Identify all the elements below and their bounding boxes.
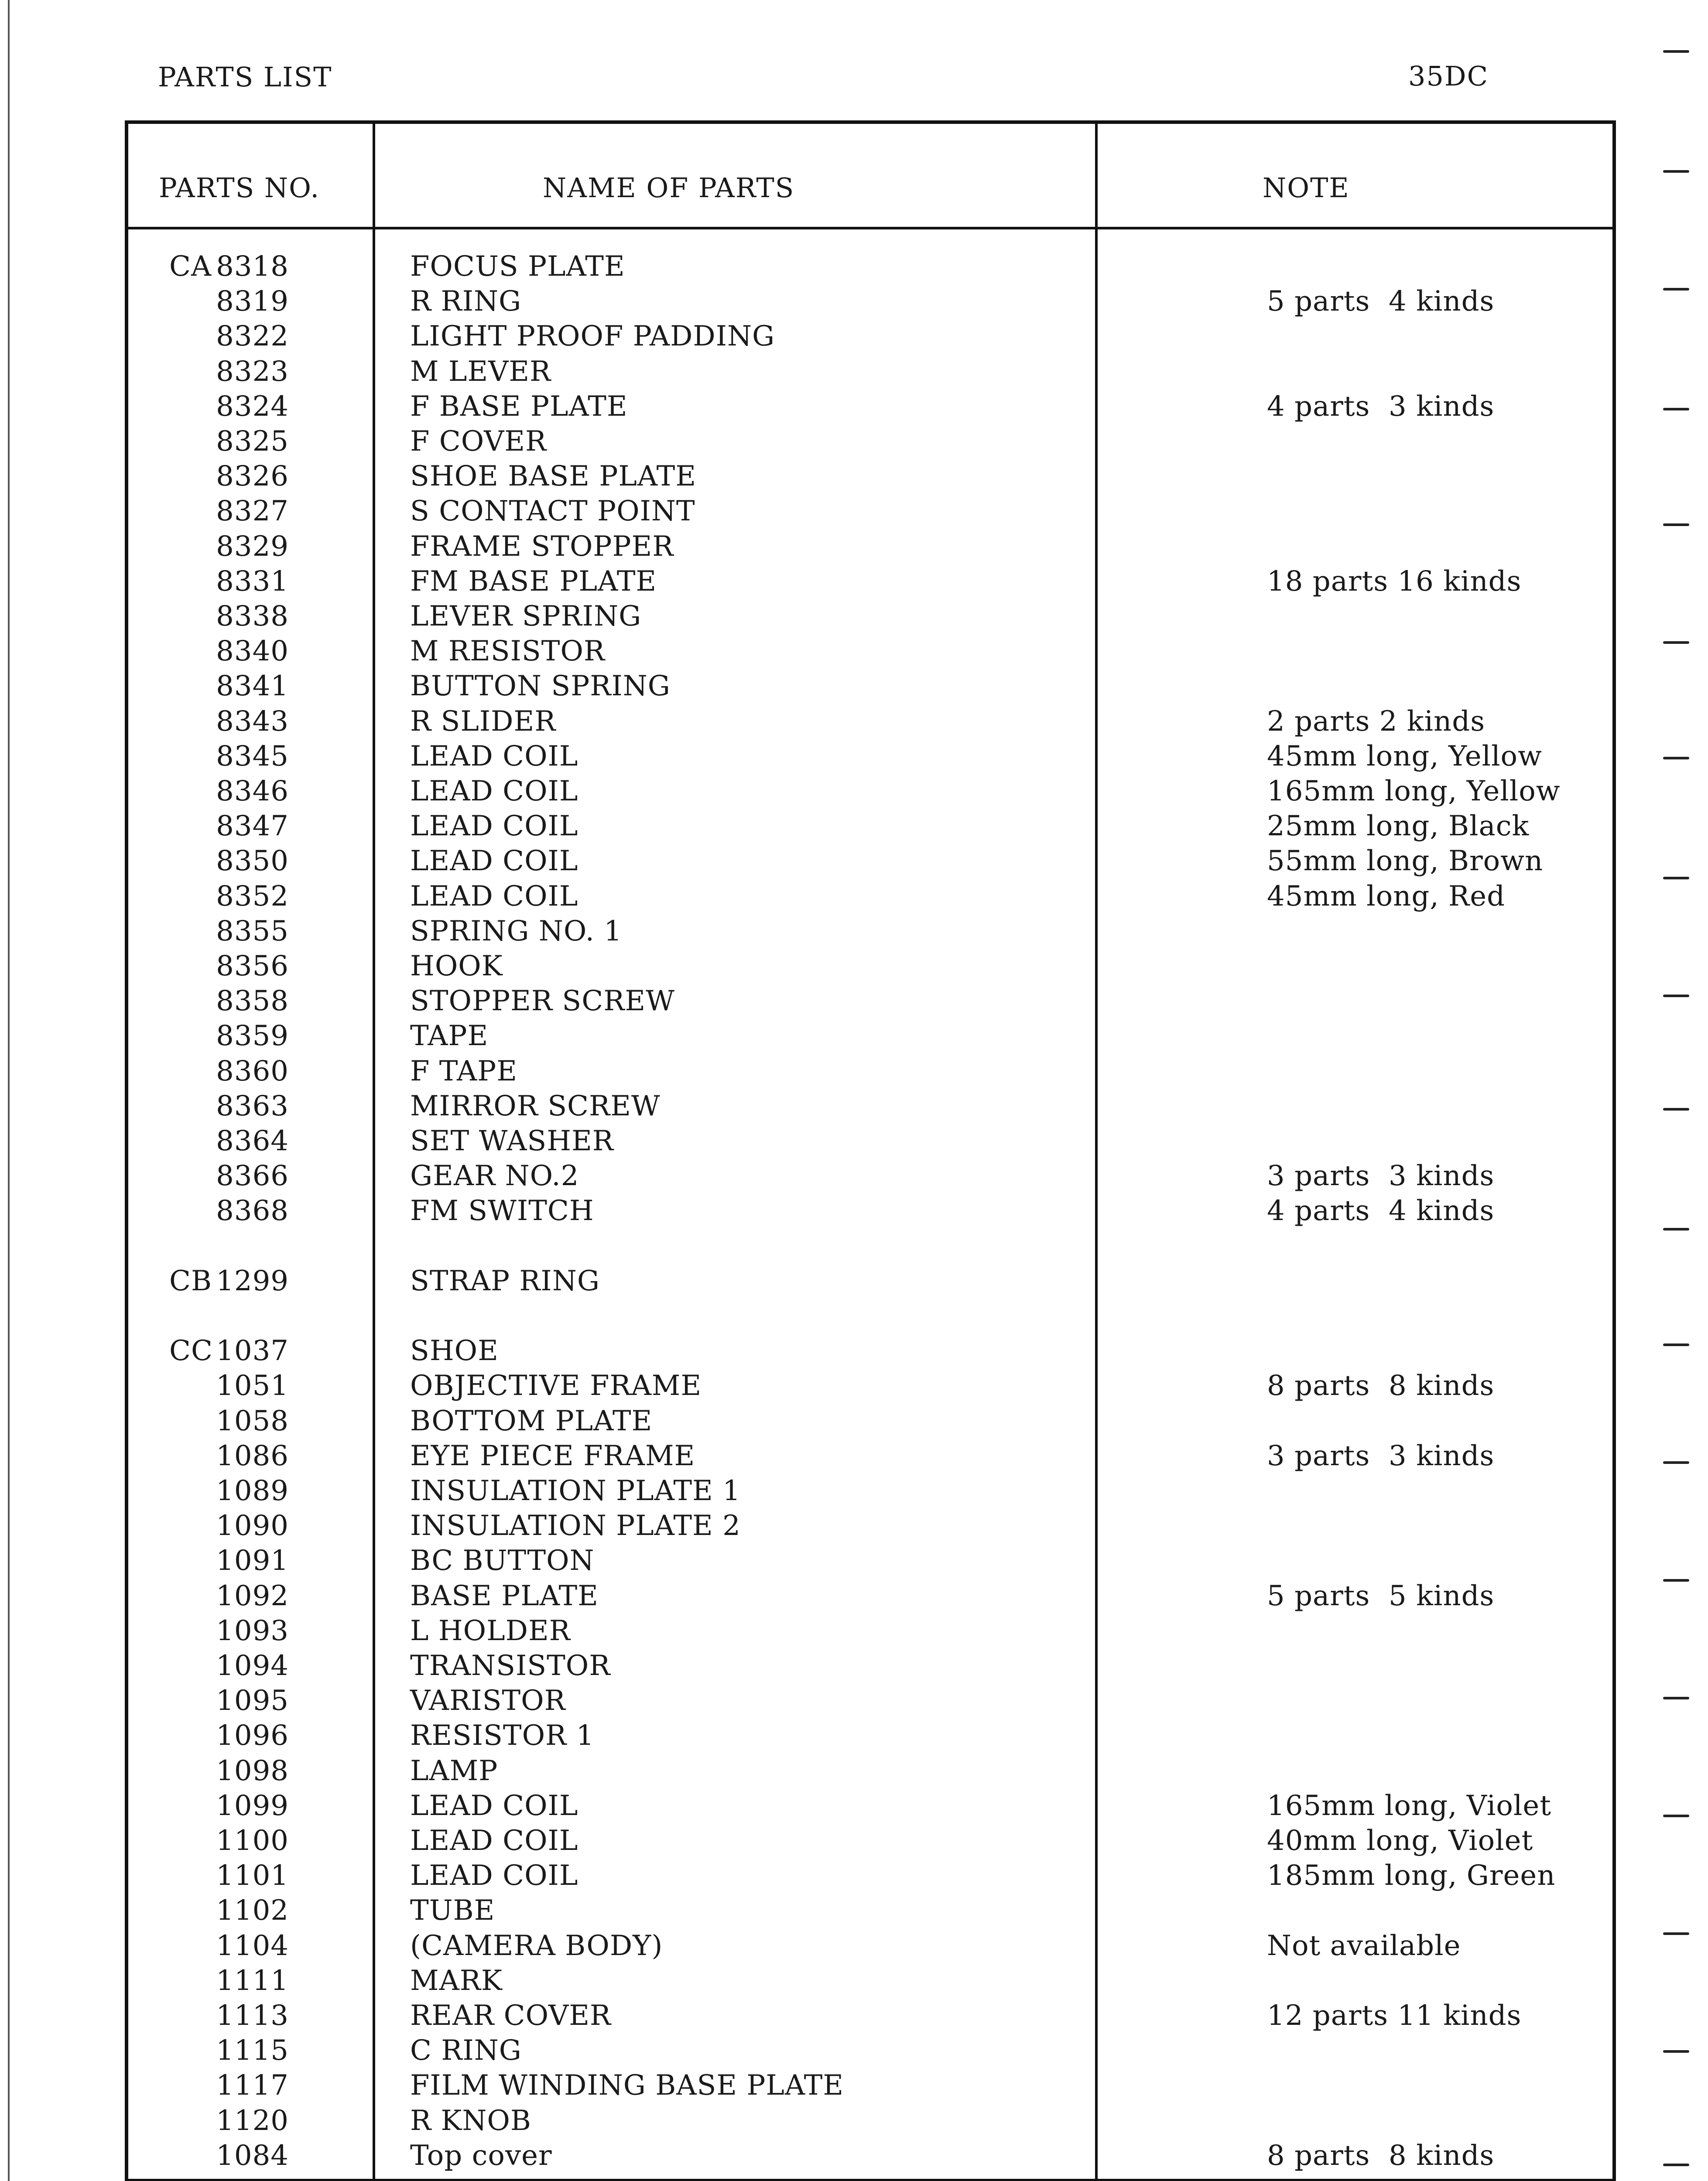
table-row <box>128 1335 1612 1370</box>
table-row <box>128 1615 1612 1650</box>
part-name: HOOK <box>410 950 503 982</box>
part-number: 1089 <box>216 1475 289 1507</box>
part-number: 8359 <box>216 1020 289 1053</box>
table-row <box>128 985 1612 1020</box>
margin-mark <box>1663 1579 1689 1582</box>
part-number: 8331 <box>216 565 289 598</box>
part-number: 8325 <box>216 425 289 458</box>
table-row <box>128 775 1612 810</box>
part-name: SPRING NO. 1 <box>410 915 622 947</box>
part-note: 18 parts 16 kinds <box>1267 565 1522 598</box>
table-row <box>128 1580 1612 1615</box>
part-number: 8319 <box>216 285 289 318</box>
margin-mark <box>1663 288 1689 291</box>
table-row <box>128 285 1612 320</box>
part-name: FM SWITCH <box>410 1195 594 1227</box>
part-number: 1092 <box>216 1579 289 1612</box>
table-row <box>128 1020 1612 1055</box>
part-number: 1099 <box>216 1789 289 1822</box>
part-number: 8368 <box>216 1195 289 1227</box>
header-rule <box>128 227 1612 229</box>
part-number: 1086 <box>216 1439 289 1472</box>
table-row <box>128 495 1612 530</box>
table-row <box>128 880 1612 915</box>
table-row <box>128 845 1612 880</box>
part-number: 8355 <box>216 915 289 947</box>
part-note: 5 parts 4 kinds <box>1267 285 1495 318</box>
table-row <box>128 950 1612 985</box>
part-name: STRAP RING <box>410 1265 600 1297</box>
part-name: C RING <box>410 2034 522 2067</box>
part-name: LEAD COIL <box>410 810 578 843</box>
part-name: BC BUTTON <box>410 1545 595 1577</box>
part-name: LEAD COIL <box>410 1789 578 1822</box>
part-name: BOTTOM PLATE <box>410 1405 653 1437</box>
part-number: 1120 <box>216 2104 289 2137</box>
part-number: 8340 <box>216 635 289 668</box>
part-note: 45mm long, Red <box>1267 880 1506 913</box>
margin-mark <box>1663 170 1689 173</box>
table-row <box>128 1160 1612 1195</box>
table-row <box>128 2069 1612 2104</box>
part-number: 8318 <box>216 250 289 283</box>
part-note: 45mm long, Yellow <box>1267 740 1542 773</box>
part-number: 8346 <box>216 775 289 807</box>
part-name: M LEVER <box>410 355 551 388</box>
part-name: SET WASHER <box>410 1125 614 1157</box>
margin-mark <box>1663 995 1689 997</box>
part-number: 1299 <box>216 1265 289 1297</box>
part-name: MARK <box>410 1964 503 1997</box>
table-row <box>128 1790 1612 1825</box>
table-row <box>128 1650 1612 1685</box>
part-name: BUTTON SPRING <box>410 670 671 703</box>
table-row <box>128 1370 1612 1405</box>
part-number: 1096 <box>216 1720 289 1752</box>
part-number: 1113 <box>216 2000 289 2032</box>
part-name: LEAD COIL <box>410 1860 578 1892</box>
part-note: 3 parts 3 kinds <box>1267 1160 1495 1193</box>
part-number: 8324 <box>216 390 289 423</box>
table-row <box>128 915 1612 950</box>
part-number: 8350 <box>216 845 289 878</box>
part-number: 1084 <box>216 2139 289 2172</box>
part-number: 1100 <box>216 1825 289 1857</box>
table-row <box>128 1720 1612 1754</box>
table-row <box>128 565 1612 600</box>
part-number: 8363 <box>216 1090 289 1122</box>
part-name: RESISTOR 1 <box>410 1720 595 1752</box>
part-name: REAR COVER <box>410 2000 612 2032</box>
table-row <box>128 1440 1612 1475</box>
part-number: 1090 <box>216 1510 289 1542</box>
table-row <box>128 1125 1612 1160</box>
part-number: 1058 <box>216 1405 289 1437</box>
table-row <box>128 670 1612 705</box>
part-number: 8327 <box>216 495 289 528</box>
column-header-note: NOTE <box>1263 172 1350 204</box>
part-name: LEVER SPRING <box>410 600 642 632</box>
part-name: LEAD COIL <box>410 775 578 807</box>
part-number: 1095 <box>216 1685 289 1717</box>
part-name: SHOE <box>410 1335 499 1367</box>
part-name: MIRROR SCREW <box>410 1090 661 1122</box>
part-number: 8366 <box>216 1160 289 1193</box>
part-prefix: CB <box>169 1265 212 1297</box>
part-number: 8323 <box>216 355 289 388</box>
part-note: 4 parts 4 kinds <box>1267 1195 1495 1227</box>
table-row <box>128 1825 1612 1860</box>
part-name: FRAME STOPPER <box>410 530 674 563</box>
part-name: (CAMERA BODY) <box>410 1929 663 1962</box>
part-note: 3 parts 3 kinds <box>1267 1439 1495 1472</box>
table-row <box>128 1510 1612 1545</box>
part-number: 1104 <box>216 1929 289 1962</box>
table-row <box>128 1965 1612 2000</box>
part-number: 1098 <box>216 1754 289 1787</box>
part-number: 8358 <box>216 985 289 1018</box>
part-number: 1093 <box>216 1614 289 1647</box>
table-row <box>128 705 1612 740</box>
part-note: Not available <box>1267 1929 1461 1962</box>
part-name: VARISTOR <box>410 1685 566 1717</box>
part-number: 1037 <box>216 1335 289 1367</box>
margin-mark <box>1663 2050 1689 2053</box>
margin-mark <box>1663 1108 1689 1111</box>
table-row <box>128 1195 1612 1230</box>
part-name: BASE PLATE <box>410 1579 599 1612</box>
margin-mark <box>1663 1932 1689 1935</box>
part-name: LEAD COIL <box>410 845 578 878</box>
part-note: 165mm long, Violet <box>1267 1789 1551 1822</box>
part-name: LEAD COIL <box>410 1825 578 1857</box>
part-number: 8341 <box>216 670 289 703</box>
margin-mark <box>1663 877 1689 879</box>
part-name: R SLIDER <box>410 705 556 738</box>
part-number: 1051 <box>216 1370 289 1402</box>
table-row <box>128 1090 1612 1125</box>
part-number: 8364 <box>216 1125 289 1157</box>
part-note: 40mm long, Violet <box>1267 1825 1533 1857</box>
part-name: F TAPE <box>410 1055 517 1087</box>
part-number: 1091 <box>216 1545 289 1577</box>
part-name: F COVER <box>410 425 547 458</box>
table-row <box>128 1545 1612 1579</box>
part-prefix: CC <box>169 1335 213 1367</box>
part-name: EYE PIECE FRAME <box>410 1439 695 1472</box>
table-row <box>128 1755 1612 1790</box>
part-name: TRANSISTOR <box>410 1650 611 1682</box>
part-name: LAMP <box>410 1754 498 1787</box>
part-name: TAPE <box>410 1020 489 1053</box>
column-header-name-of-parts: NAME OF PARTS <box>543 172 795 204</box>
table-row <box>128 1265 1612 1300</box>
margin-mark <box>1663 523 1689 526</box>
table-row <box>128 1894 1612 1929</box>
table-row <box>128 635 1612 670</box>
part-number: 1094 <box>216 1650 289 1682</box>
margin-mark <box>1663 408 1689 410</box>
part-prefix: CA <box>169 250 212 283</box>
part-name: FM BASE PLATE <box>410 565 657 598</box>
table-row <box>128 1930 1612 1965</box>
part-name: LEAD COIL <box>410 880 578 913</box>
part-note: 2 parts 2 kinds <box>1267 705 1486 738</box>
part-number: 8322 <box>216 320 289 353</box>
part-number: 8329 <box>216 530 289 563</box>
part-number: 8360 <box>216 1055 289 1087</box>
table-row <box>128 1475 1612 1510</box>
table-row <box>128 1055 1612 1090</box>
margin-mark <box>1663 1461 1689 1464</box>
part-name: R RING <box>410 285 522 318</box>
binding-edge <box>8 0 10 2181</box>
margin-mark <box>1663 641 1689 644</box>
table-row <box>128 390 1612 425</box>
part-name: S CONTACT POINT <box>410 495 695 528</box>
part-number: 1111 <box>216 1964 289 1997</box>
part-number: 8326 <box>216 460 289 493</box>
part-name: FOCUS PLATE <box>410 250 625 283</box>
margin-mark <box>1663 757 1689 759</box>
part-note: 12 parts 11 kinds <box>1267 2000 1522 2032</box>
part-name: INSULATION PLATE 1 <box>410 1475 741 1507</box>
table-row <box>128 1405 1612 1440</box>
margin-mark <box>1663 1697 1689 1699</box>
table-row <box>128 1860 1612 1894</box>
part-number: 8343 <box>216 705 289 738</box>
model-code: 35DC <box>1408 60 1489 92</box>
column-header-parts-no: PARTS NO. <box>159 172 320 204</box>
table-row <box>128 1685 1612 1720</box>
part-name: Top cover <box>410 2139 552 2172</box>
table-row <box>128 250 1612 285</box>
part-number: 1101 <box>216 1860 289 1892</box>
part-note: 185mm long, Green <box>1267 1860 1556 1892</box>
part-note: 8 parts 8 kinds <box>1267 2139 1495 2172</box>
part-name: L HOLDER <box>410 1614 571 1647</box>
table-row <box>128 425 1612 460</box>
part-note: 5 parts 5 kinds <box>1267 1579 1495 1612</box>
table-row <box>128 460 1612 495</box>
margin-mark <box>1663 1343 1689 1346</box>
part-name: OBJECTIVE FRAME <box>410 1370 702 1402</box>
part-number: 1117 <box>216 2069 289 2102</box>
table-row <box>128 2000 1612 2034</box>
table-row <box>128 2105 1612 2140</box>
table-row <box>128 356 1612 390</box>
part-name: INSULATION PLATE 2 <box>410 1510 741 1542</box>
margin-mark <box>1663 50 1689 53</box>
part-name: F BASE PLATE <box>410 390 628 423</box>
table-row <box>128 810 1612 845</box>
part-note: 55mm long, Brown <box>1267 845 1544 878</box>
margin-mark <box>1663 1228 1689 1231</box>
part-name: TUBE <box>410 1894 495 1927</box>
table-row <box>128 740 1612 775</box>
part-note: 4 parts 3 kinds <box>1267 390 1495 423</box>
part-number: 8352 <box>216 880 289 913</box>
table-row <box>128 600 1612 635</box>
table-row <box>128 320 1612 355</box>
part-number: 8347 <box>216 810 289 843</box>
part-name: R KNOB <box>410 2104 531 2137</box>
part-number: 1115 <box>216 2034 289 2067</box>
margin-mark <box>1663 1815 1689 1817</box>
margin-mark <box>1663 2164 1689 2166</box>
part-note: 25mm long, Black <box>1267 810 1530 843</box>
table-row <box>128 530 1612 565</box>
table-row <box>128 2140 1612 2174</box>
part-name: STOPPER SCREW <box>410 985 675 1018</box>
page-title: PARTS LIST <box>158 61 332 93</box>
part-number: 8356 <box>216 950 289 982</box>
part-name: SHOE BASE PLATE <box>410 460 697 493</box>
parts-table <box>125 120 1616 2181</box>
part-note: 165mm long, Yellow <box>1267 775 1561 807</box>
part-note: 8 parts 8 kinds <box>1267 1370 1495 1402</box>
part-number: 1102 <box>216 1894 289 1927</box>
part-name: M RESISTOR <box>410 635 606 668</box>
part-name: LIGHT PROOF PADDING <box>410 320 775 353</box>
part-number: 8345 <box>216 740 289 773</box>
table-row <box>128 2034 1612 2069</box>
part-name: LEAD COIL <box>410 740 578 773</box>
part-number: 8338 <box>216 600 289 632</box>
part-name: FILM WINDING BASE PLATE <box>410 2069 844 2102</box>
part-name: GEAR NO.2 <box>410 1160 579 1193</box>
